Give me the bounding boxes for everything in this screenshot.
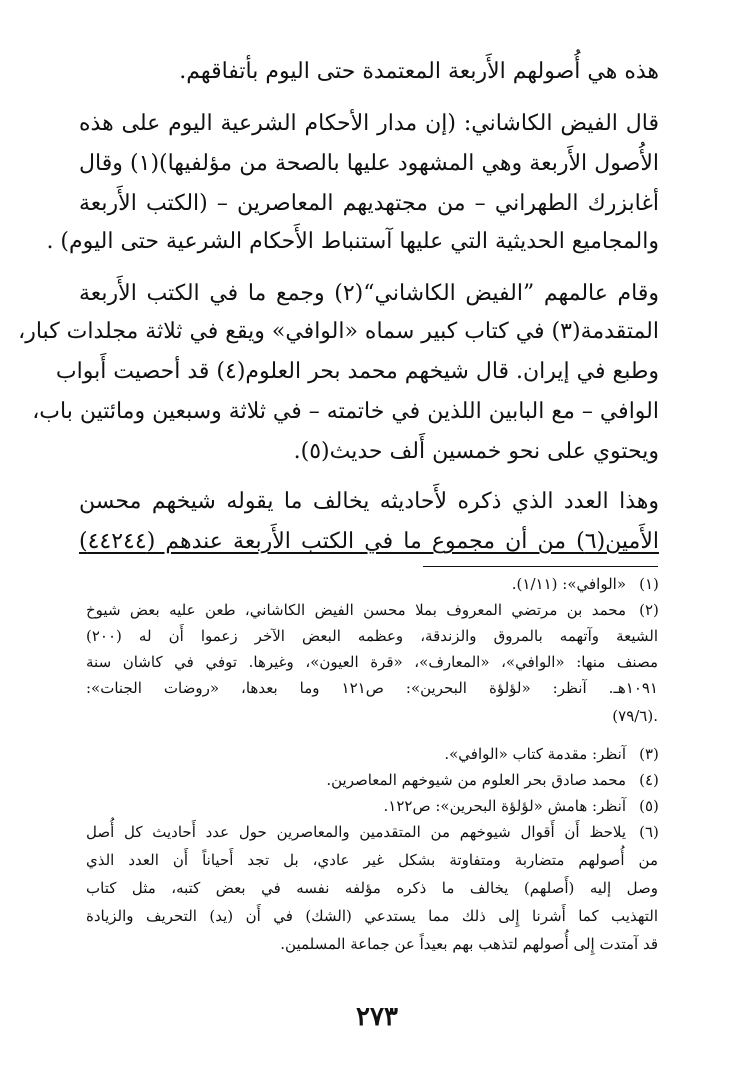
body-line: هذه هي أُصولهم الأَربعة المعتمدة حتى اليوم بأتفاقهم. bbox=[179, 59, 659, 84]
footnote-number: (٢) bbox=[639, 601, 659, 619]
footnote-text: محمد صادق بحر العلوم من شيوخهم المعاصرين. bbox=[326, 771, 626, 789]
body-line: أغابزرك الطهراني – من مجتهديهم المعاصرين – (الكتب الأَربعة bbox=[79, 191, 659, 216]
footnote-text: آنظر: هامش «لؤلؤة البحرين»: ص١٢٢. bbox=[383, 797, 626, 815]
body-line: وهذا العدد الذي ذكره لأَحاديثه يخالف ما يقوله شيخهم محسن bbox=[79, 489, 659, 514]
body-line: والمجاميع الحديثية التي عليها آستنباط الأَحكام الشرعية حتى اليوم) . bbox=[46, 229, 659, 254]
body-line: وطبع في إيران. قال شيخهم محمد بحر العلوم(٤) قد أحصيت أَبواب bbox=[55, 359, 659, 384]
body-line: المتقدمة(٣) في كتاب كبير سماه «الوافي» ويقع في ثلاثة مجلدات كبار، bbox=[18, 319, 659, 344]
body-line: الأُصول الأَربعة وهي المشهود عليها بالصحة من مؤلفيها)(١) وقال bbox=[79, 151, 659, 176]
body-line: الوافي – مع البابين اللذين في خاتمته – في ثلاثة وسبعين ومائتين باب، bbox=[32, 399, 659, 424]
footnote-text: آنظر: مقدمة كتاب «الوافي». bbox=[444, 745, 626, 763]
footnote-separator bbox=[423, 566, 658, 567]
footnote-number: (٥) bbox=[639, 797, 659, 815]
body-line: ويحتوي على نحو خمسين أَلف حديث(٥). bbox=[293, 439, 659, 464]
footnote-text: محمد بن مرتضي المعروف بملا محسن الفيض الكاشاني، طعن عليه بعض شيوخ bbox=[86, 601, 626, 619]
footnote-text: (٧٩/٦). bbox=[612, 707, 658, 725]
footnote-text: «الوافي»: (١/١١). bbox=[511, 575, 626, 593]
footnote-text: من أُصولهم متضاربة ومتفاوتة بشكل غير عادي، بل تجد أَحياناً أَن العدد الذي bbox=[86, 851, 658, 869]
footnote-number: (٤) bbox=[639, 771, 659, 789]
footnote-text: ١٠٩١هـ. آنظر: «لؤلؤة البحرين»: ص١٢١ وما بعدها، «روضات الجنات»: bbox=[86, 679, 658, 697]
footnote-text: التهذيب كما أَشرنا إِلى ذلك مما يستدعي (الشك) في أَن (يد) التحريف والزيادة bbox=[86, 907, 658, 925]
footnote-text: قد آمتدت إِلى أُصولهم لتذهب بهم بعيداً عن جماعة المسلمين. bbox=[280, 935, 658, 953]
footnote-number: (٣) bbox=[639, 745, 659, 763]
body-line: قال الفيض الكاشاني: (إن مدار الأحكام الشرعية اليوم على هذه bbox=[79, 111, 659, 136]
body-line: وقام عالمهم ”الفيض الكاشاني“(٢) وجمع ما في الكتب الأَربعة bbox=[79, 281, 659, 306]
footnote-text: الشيعة وآتهمه بالمروق والزندقة، وعظمه البعض الآخر زعموا أَن له (٢٠٠) bbox=[86, 627, 658, 645]
page-number: ٢٧٣ bbox=[356, 1002, 398, 1032]
body-line: الأَمين(٦) من أن مجموع ما في الكتب الأَربعة عندهم (٤٤٢٤٤) bbox=[79, 529, 659, 554]
footnote-text: مصنف منها: «الوافي»، «المعارف»، «قرة العيون»، وغيرها. توفي في كاشان سنة bbox=[86, 653, 658, 671]
footnote-text: وصل إليه (أَصلهم) يخالف ما ذكره مؤلفه نفسه في بعض كتبه، مثل كتاب bbox=[86, 879, 658, 897]
footnote-number: (١) bbox=[639, 575, 659, 593]
footnote-text: يلاحظ أَن أَقوال شيوخهم من المتقدمين والمعاصرين حول عدد أَحاديث كل أُصل bbox=[86, 823, 626, 841]
footnote-number: (٦) bbox=[639, 823, 659, 841]
